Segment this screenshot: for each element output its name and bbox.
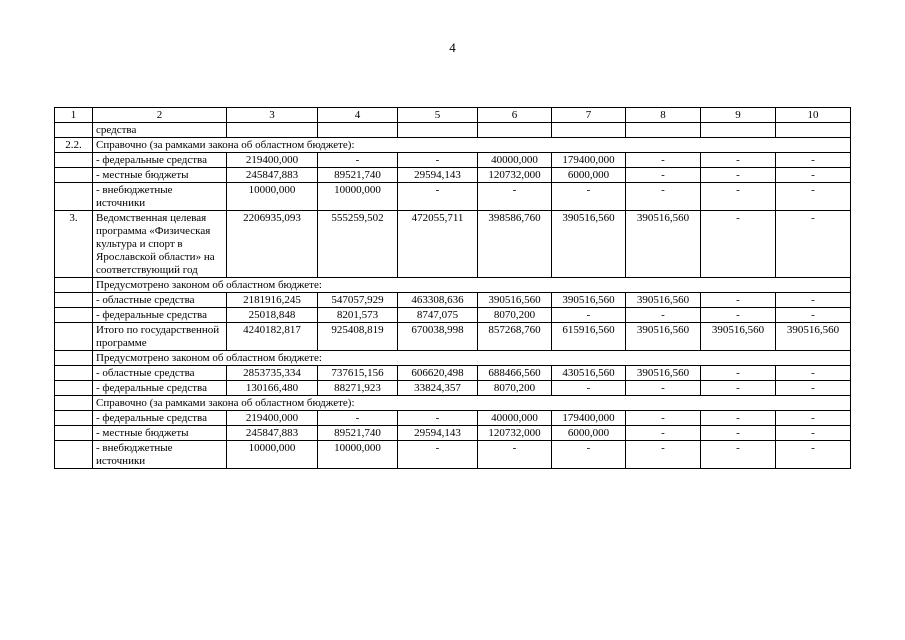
value-cell: 4240182,817 bbox=[227, 323, 318, 351]
value-cell: 10000,000 bbox=[227, 183, 318, 211]
section-label-cell: Справочно (за рамками закона об областном бюджете): bbox=[93, 396, 851, 411]
value-cell: - bbox=[626, 381, 701, 396]
value-cell: 547057,929 bbox=[318, 293, 398, 308]
table-row bbox=[55, 123, 851, 138]
value-cell bbox=[552, 123, 626, 138]
row-number-cell: 2.2. bbox=[55, 138, 93, 153]
value-cell: - bbox=[701, 411, 776, 426]
row-number-cell bbox=[55, 426, 93, 441]
row-label-cell: - федеральные средства bbox=[93, 411, 227, 426]
row-number-cell bbox=[55, 293, 93, 308]
table-row bbox=[55, 396, 851, 411]
value-cell: - bbox=[552, 381, 626, 396]
header-cell: 1 bbox=[55, 108, 93, 123]
row-number-cell bbox=[55, 441, 93, 469]
value-cell: 430516,560 bbox=[552, 366, 626, 381]
value-cell: - bbox=[701, 293, 776, 308]
value-cell: 463308,636 bbox=[398, 293, 478, 308]
value-cell: 2206935,093 bbox=[227, 211, 318, 278]
value-cell: 245847,883 bbox=[227, 168, 318, 183]
value-cell: - bbox=[398, 153, 478, 168]
page-number: 4 bbox=[449, 40, 456, 55]
value-cell: - bbox=[701, 426, 776, 441]
value-cell: 219400,000 bbox=[227, 153, 318, 168]
value-cell: 8070,200 bbox=[478, 381, 552, 396]
row-number-cell: 3. bbox=[55, 211, 93, 278]
value-cell: 390516,560 bbox=[478, 293, 552, 308]
value-cell: - bbox=[626, 411, 701, 426]
value-cell: 130166,480 bbox=[227, 381, 318, 396]
value-cell: - bbox=[701, 441, 776, 469]
value-cell: 390516,560 bbox=[701, 323, 776, 351]
value-cell: 245847,883 bbox=[227, 426, 318, 441]
value-cell: 6000,000 bbox=[552, 168, 626, 183]
section-label-cell: Справочно (за рамками закона об областном бюджете): bbox=[93, 138, 851, 153]
row-label-cell: Итого по государственной программе bbox=[93, 323, 227, 351]
value-cell: - bbox=[626, 426, 701, 441]
row-label-cell: - федеральные средства bbox=[93, 308, 227, 323]
value-cell: - bbox=[776, 153, 851, 168]
value-cell: - bbox=[552, 183, 626, 211]
table-row bbox=[55, 323, 851, 351]
value-cell: 88271,923 bbox=[318, 381, 398, 396]
row-number-cell bbox=[55, 366, 93, 381]
header-row bbox=[55, 108, 851, 123]
value-cell: 2181916,245 bbox=[227, 293, 318, 308]
value-cell: 33824,357 bbox=[398, 381, 478, 396]
section-label-cell: Предусмотрено законом об областном бюджете: bbox=[93, 278, 851, 293]
value-cell: 89521,740 bbox=[318, 426, 398, 441]
value-cell: 40000,000 bbox=[478, 153, 552, 168]
value-cell: - bbox=[776, 211, 851, 278]
value-cell bbox=[626, 123, 701, 138]
row-label-cell: - областные средства bbox=[93, 366, 227, 381]
table-row bbox=[55, 183, 851, 211]
header-cell: 2 bbox=[93, 108, 227, 123]
value-cell bbox=[776, 123, 851, 138]
table-row bbox=[55, 441, 851, 469]
value-cell: 398586,760 bbox=[478, 211, 552, 278]
table-row bbox=[55, 211, 851, 278]
value-cell: - bbox=[776, 293, 851, 308]
table-row bbox=[55, 351, 851, 366]
value-cell: 40000,000 bbox=[478, 411, 552, 426]
value-cell: - bbox=[701, 381, 776, 396]
value-cell: - bbox=[626, 153, 701, 168]
row-label-cell: - внебюджетные источники bbox=[93, 183, 227, 211]
table-row bbox=[55, 411, 851, 426]
row-number-cell bbox=[55, 323, 93, 351]
value-cell: 10000,000 bbox=[318, 441, 398, 469]
header-cell: 6 bbox=[478, 108, 552, 123]
budget-table bbox=[54, 107, 851, 469]
row-label-cell: Ведомственная целевая программа «Физическая культура и спорт в Ярославской области» на соответствующий год bbox=[93, 211, 227, 278]
value-cell: 390516,560 bbox=[626, 211, 701, 278]
value-cell: 857268,760 bbox=[478, 323, 552, 351]
value-cell: 10000,000 bbox=[227, 441, 318, 469]
value-cell: - bbox=[776, 426, 851, 441]
value-cell: - bbox=[776, 168, 851, 183]
table-row bbox=[55, 366, 851, 381]
table-row bbox=[55, 426, 851, 441]
table-header bbox=[55, 108, 851, 123]
value-cell: - bbox=[776, 308, 851, 323]
value-cell: - bbox=[398, 183, 478, 211]
header-cell: 3 bbox=[227, 108, 318, 123]
row-label-cell: - федеральные средства bbox=[93, 153, 227, 168]
header-cell: 4 bbox=[318, 108, 398, 123]
value-cell: 8747,075 bbox=[398, 308, 478, 323]
value-cell bbox=[227, 123, 318, 138]
value-cell: - bbox=[318, 153, 398, 168]
value-cell: - bbox=[478, 441, 552, 469]
value-cell: 120732,000 bbox=[478, 426, 552, 441]
value-cell: 606620,498 bbox=[398, 366, 478, 381]
value-cell: 390516,560 bbox=[552, 293, 626, 308]
value-cell bbox=[478, 123, 552, 138]
value-cell: - bbox=[552, 441, 626, 469]
value-cell: - bbox=[701, 366, 776, 381]
value-cell: 8201,573 bbox=[318, 308, 398, 323]
table-row bbox=[55, 138, 851, 153]
value-cell: - bbox=[478, 183, 552, 211]
value-cell: 6000,000 bbox=[552, 426, 626, 441]
row-label-cell: средства bbox=[93, 123, 227, 138]
row-label-cell: - федеральные средства bbox=[93, 381, 227, 396]
value-cell: 120732,000 bbox=[478, 168, 552, 183]
row-number-cell bbox=[55, 278, 93, 293]
value-cell: - bbox=[776, 411, 851, 426]
value-cell bbox=[318, 123, 398, 138]
value-cell: - bbox=[701, 211, 776, 278]
header-cell: 5 bbox=[398, 108, 478, 123]
value-cell: 179400,000 bbox=[552, 411, 626, 426]
value-cell: - bbox=[701, 183, 776, 211]
header-cell: 8 bbox=[626, 108, 701, 123]
value-cell: 390516,560 bbox=[626, 293, 701, 308]
row-number-cell bbox=[55, 308, 93, 323]
value-cell bbox=[398, 123, 478, 138]
row-number-cell bbox=[55, 351, 93, 366]
value-cell bbox=[701, 123, 776, 138]
value-cell: - bbox=[701, 153, 776, 168]
row-number-cell bbox=[55, 123, 93, 138]
value-cell: 179400,000 bbox=[552, 153, 626, 168]
value-cell: 555259,502 bbox=[318, 211, 398, 278]
value-cell: - bbox=[776, 381, 851, 396]
row-label-cell: - внебюджетные источники bbox=[93, 441, 227, 469]
row-number-cell bbox=[55, 153, 93, 168]
value-cell: 29594,143 bbox=[398, 168, 478, 183]
value-cell: 390516,560 bbox=[552, 211, 626, 278]
value-cell: - bbox=[552, 308, 626, 323]
value-cell: - bbox=[776, 183, 851, 211]
value-cell: 29594,143 bbox=[398, 426, 478, 441]
row-label-cell: - местные бюджеты bbox=[93, 168, 227, 183]
value-cell: 737615,156 bbox=[318, 366, 398, 381]
value-cell: 8070,200 bbox=[478, 308, 552, 323]
value-cell: 390516,560 bbox=[776, 323, 851, 351]
value-cell: 615916,560 bbox=[552, 323, 626, 351]
header-cell: 7 bbox=[552, 108, 626, 123]
table-body bbox=[55, 123, 851, 469]
value-cell: 925408,819 bbox=[318, 323, 398, 351]
value-cell: - bbox=[318, 411, 398, 426]
value-cell: 472055,711 bbox=[398, 211, 478, 278]
value-cell: - bbox=[776, 441, 851, 469]
table-row bbox=[55, 278, 851, 293]
value-cell: - bbox=[626, 183, 701, 211]
value-cell: - bbox=[626, 441, 701, 469]
section-label-cell: Предусмотрено законом об областном бюджете: bbox=[93, 351, 851, 366]
value-cell: 390516,560 bbox=[626, 366, 701, 381]
row-number-cell bbox=[55, 396, 93, 411]
table-row bbox=[55, 308, 851, 323]
value-cell: 25018,848 bbox=[227, 308, 318, 323]
header-cell: 9 bbox=[701, 108, 776, 123]
value-cell: - bbox=[626, 168, 701, 183]
row-number-cell bbox=[55, 183, 93, 211]
table-row bbox=[55, 381, 851, 396]
table-row bbox=[55, 153, 851, 168]
value-cell: - bbox=[398, 441, 478, 469]
row-label-cell: - местные бюджеты bbox=[93, 426, 227, 441]
value-cell: - bbox=[701, 308, 776, 323]
value-cell: 89521,740 bbox=[318, 168, 398, 183]
value-cell: 219400,000 bbox=[227, 411, 318, 426]
value-cell: 390516,560 bbox=[626, 323, 701, 351]
value-cell: 10000,000 bbox=[318, 183, 398, 211]
header-cell: 10 bbox=[776, 108, 851, 123]
table-row bbox=[55, 293, 851, 308]
value-cell: - bbox=[776, 366, 851, 381]
row-label-cell: - областные средства bbox=[93, 293, 227, 308]
value-cell: 2853735,334 bbox=[227, 366, 318, 381]
value-cell: - bbox=[701, 168, 776, 183]
row-number-cell bbox=[55, 381, 93, 396]
value-cell: 688466,560 bbox=[478, 366, 552, 381]
value-cell: - bbox=[626, 308, 701, 323]
row-number-cell bbox=[55, 411, 93, 426]
row-number-cell bbox=[55, 168, 93, 183]
value-cell: - bbox=[398, 411, 478, 426]
table-row bbox=[55, 168, 851, 183]
value-cell: 670038,998 bbox=[398, 323, 478, 351]
